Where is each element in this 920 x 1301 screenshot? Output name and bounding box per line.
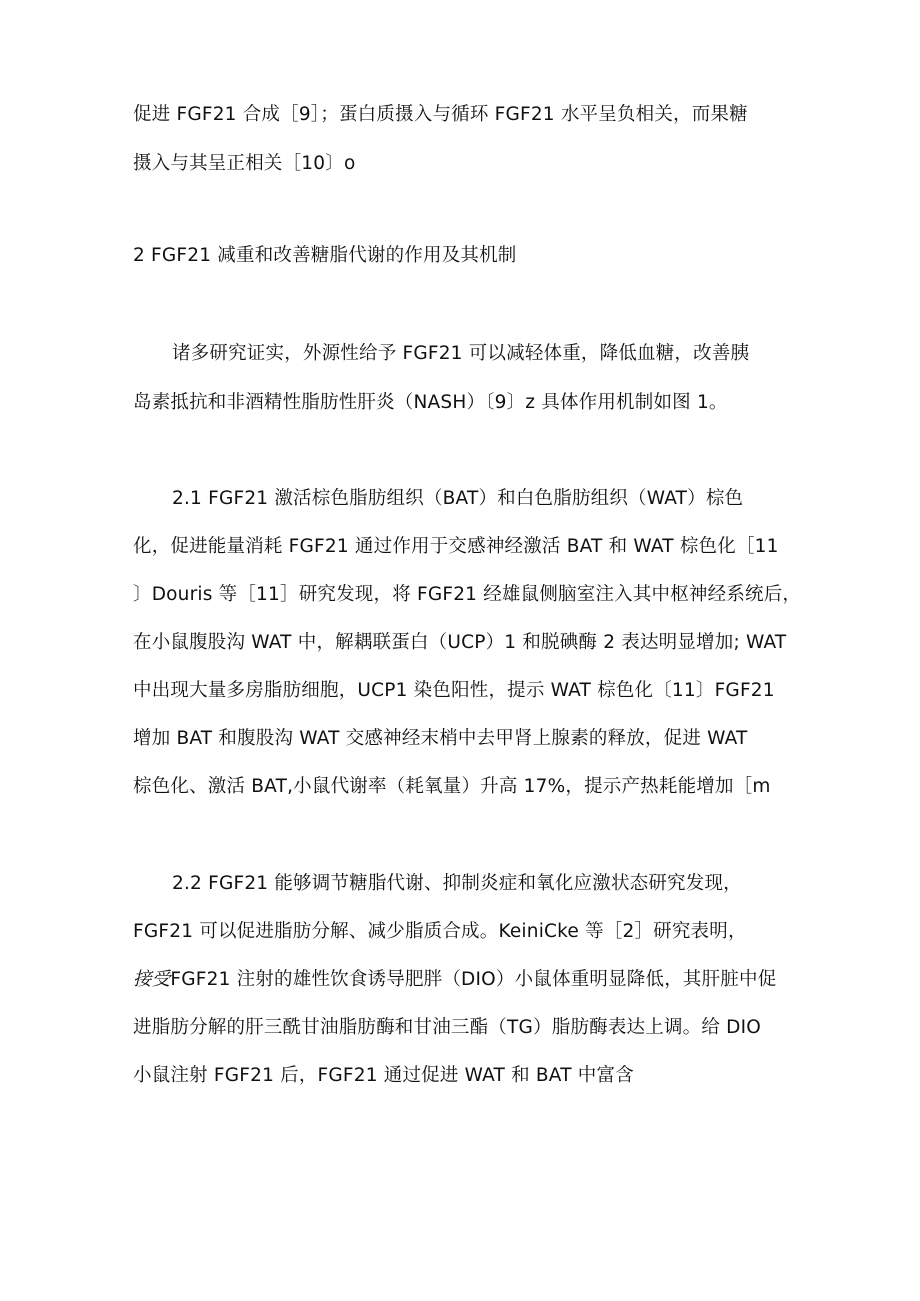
text-line: 增加 BAT 和腹股沟 WAT 交感神经末梢中去甲肾上腺素的释放，促进 WAT (133, 728, 748, 749)
text-line: 小鼠注射 FGF21 后，FGF21 通过促进 WAT 和 BAT 中富含 (133, 1065, 634, 1086)
subsection-heading-line: 2.2 FGF21 能够调节糖脂代谢、抑制炎症和氧化应激状态研究发现， (172, 873, 742, 894)
text-line: 进脂肪分解的肝三酰甘油脂肪酶和甘油三酯（TG）脂肪酶表达上调。给 DIO (133, 1017, 761, 1038)
text-line: 摄入与其呈正相关［10〕o (133, 153, 356, 174)
text-line: FGF21 可以促进脂肪分解、减少脂质合成。KeiniCke 等［2］研究表明， (133, 921, 747, 942)
text-line (133, 968, 776, 992)
text-line: 诸多研究证实，外源性给予 FGF21 可以减轻体重，降低血糖，改善胰 (172, 343, 750, 364)
text-segment: FGF21 注射的雄性饮食诱导肥胖（DIO）小鼠体重明显降低，其肝脏中促 (170, 969, 777, 990)
text-line: 棕色化、激活 BAT,小鼠代谢率（耗氧量）升高 17%，提示产热耗能增加［m (133, 776, 771, 797)
text-line: 化，促进能量消耗 FGF21 通过作用于交感神经激活 BAT 和 WAT 棕色化［11 (133, 536, 779, 557)
text-line: 〕Douris 等［11］研究发现，将 FGF21 经雄鼠侧脑室注入其中枢神经系统后， (133, 584, 802, 605)
text-line: 促进 FGF21 合成［9］；蛋白质摄入与循环 FGF21 水平呈负相关，而果糖 (133, 104, 748, 125)
text-line: 岛素抵抗和非酒精性脂肪性肝炎（NASH）〔9〕z 具体作用机制如图 1。 (133, 392, 728, 413)
section-heading: 2 FGF21 减重和改善糖脂代谢的作用及其机制 (133, 245, 517, 266)
subsection-heading-line: 2.1 FGF21 激活棕色脂肪组织（BAT）和白色脂肪组织（WAT）棕色 (172, 488, 744, 509)
italic-text: 接受 (133, 969, 171, 990)
text-line: 中出现大量多房脂肪细胞，UCP1 染色阳性，提示 WAT 棕色化〔11〕FGF21 (133, 680, 775, 701)
text-line: 在小鼠腹股沟 WAT 中，解耦联蛋白（UCP）1 和脱碘酶 2 表达明显增加; WAT (133, 632, 787, 653)
